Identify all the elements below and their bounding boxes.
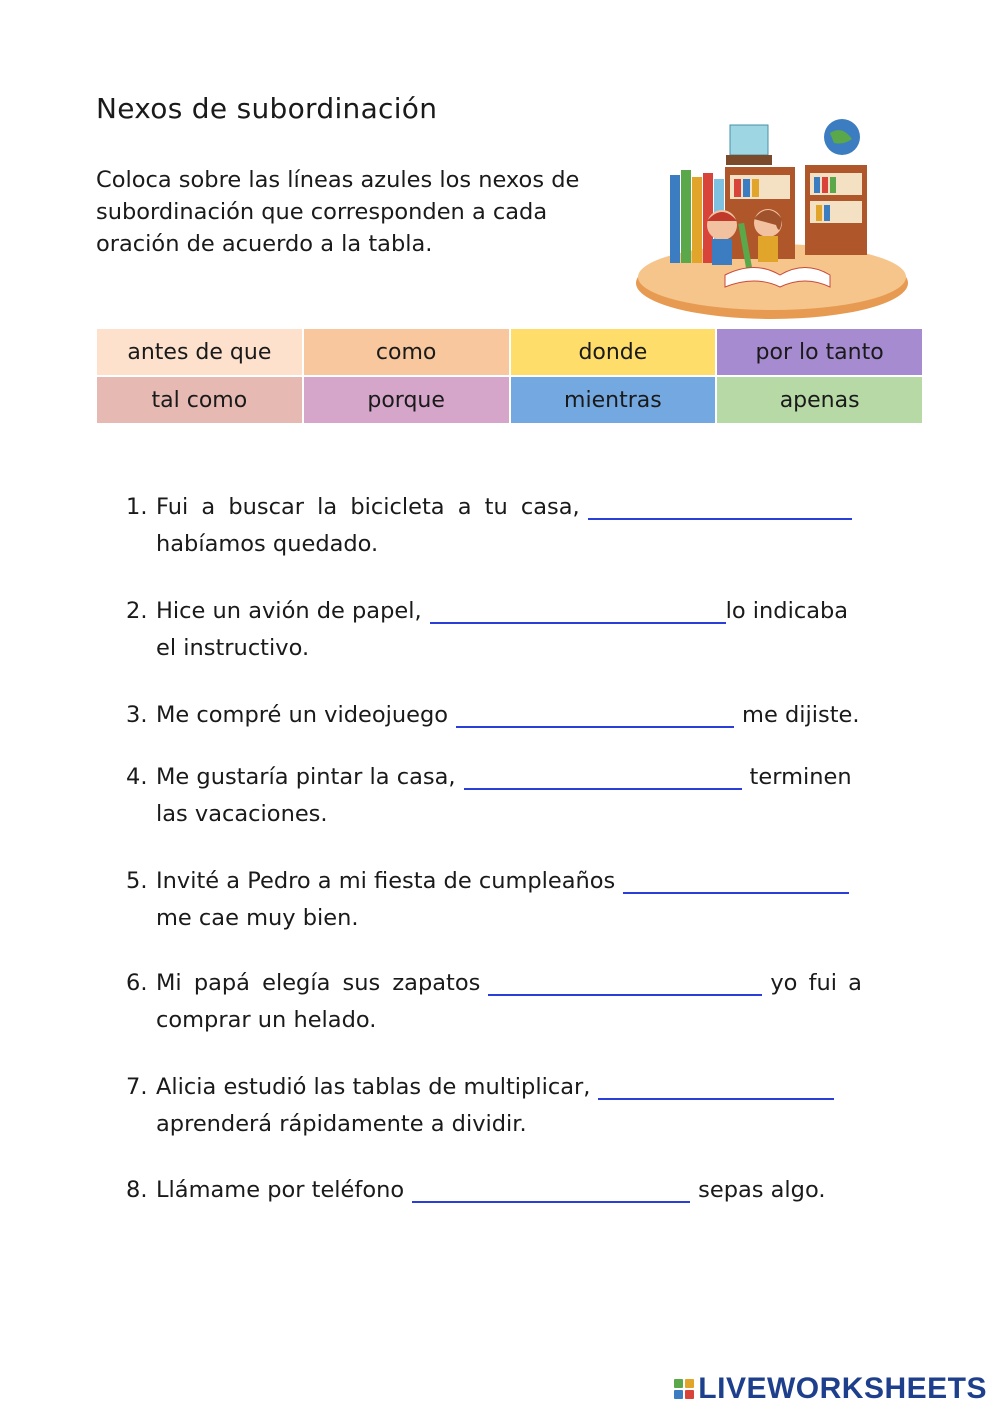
table-cell: como (303, 328, 510, 376)
question-continuation: las vacaciones. (156, 801, 328, 827)
table-cell: tal como (96, 376, 303, 424)
answer-blank-4[interactable] (464, 762, 742, 790)
kids-reading-books-illustration (630, 105, 915, 325)
answer-blank-2[interactable] (430, 596, 726, 624)
question-text-after: terminen (749, 764, 852, 790)
question-text-after: sepas algo. (698, 1177, 826, 1203)
question-continuation: comprar un helado. (156, 1007, 377, 1033)
liveworksheets-brand[interactable] (674, 1372, 987, 1406)
question-5 (126, 858, 926, 938)
question-number: 4. (126, 764, 148, 790)
table-cell: mientras (510, 376, 717, 424)
brand-text: LIVEWORKSHEETS (698, 1372, 987, 1405)
question-number: 8. (126, 1177, 148, 1203)
answer-blank-5[interactable] (623, 866, 849, 894)
nexos-table (95, 327, 924, 425)
question-text: Me compré un videojuego (156, 702, 449, 728)
answer-blank-6[interactable] (488, 968, 762, 996)
question-text: Invité a Pedro a mi fiesta de cumpleaños (156, 868, 616, 894)
question-7 (126, 1064, 926, 1144)
question-continuation: me cae muy bien. (156, 905, 359, 931)
instructions: Coloca sobre las líneas azules los nexos de subordinación que corresponden a cada oración de acuerdo a la tabla. (96, 167, 580, 257)
question-text: Llámame por teléfono (156, 1177, 405, 1203)
question-4 (126, 754, 926, 834)
question-2 (126, 588, 926, 668)
question-number: 2. (126, 598, 148, 624)
question-number: 1. (126, 494, 148, 520)
table-cell: por lo tanto (716, 328, 923, 376)
question-text-after: yo fui a (770, 970, 862, 996)
answer-blank-3[interactable] (456, 700, 734, 728)
question-3 (126, 692, 926, 728)
table-cell: donde (510, 328, 717, 376)
question-continuation: el instructivo. (156, 635, 310, 661)
question-number: 3. (126, 702, 148, 728)
table-row (96, 328, 923, 376)
question-text-after: me dijiste. (742, 702, 860, 728)
question-number: 6. (126, 970, 148, 996)
question-number: 5. (126, 868, 148, 894)
question-text: Hice un avión de papel, (156, 598, 422, 624)
question-text: Me gustaría pintar la casa, (156, 764, 456, 790)
question-text: Mi papá elegía sus zapatos (156, 970, 481, 996)
answer-blank-1[interactable] (588, 492, 852, 520)
question-continuation: aprenderá rápidamente a dividir. (156, 1111, 527, 1137)
table-cell: apenas (716, 376, 923, 424)
table-row (96, 376, 923, 424)
question-8 (126, 1167, 926, 1203)
question-6 (126, 960, 926, 1040)
answer-blank-7[interactable] (598, 1072, 834, 1100)
liveworksheets-logo-icon (674, 1379, 694, 1399)
question-text: Fui a buscar la bicicleta a tu casa, (156, 494, 580, 520)
table-cell: antes de que (96, 328, 303, 376)
question-continuation: habíamos quedado. (156, 531, 379, 557)
table-cell: porque (303, 376, 510, 424)
page-title: Nexos de subordinación (96, 92, 438, 125)
question-1 (126, 484, 926, 564)
question-text-after: lo indicaba (725, 598, 849, 624)
question-number: 7. (126, 1074, 148, 1100)
answer-blank-8[interactable] (412, 1175, 690, 1203)
question-text: Alicia estudió las tablas de multiplicar, (156, 1074, 591, 1100)
